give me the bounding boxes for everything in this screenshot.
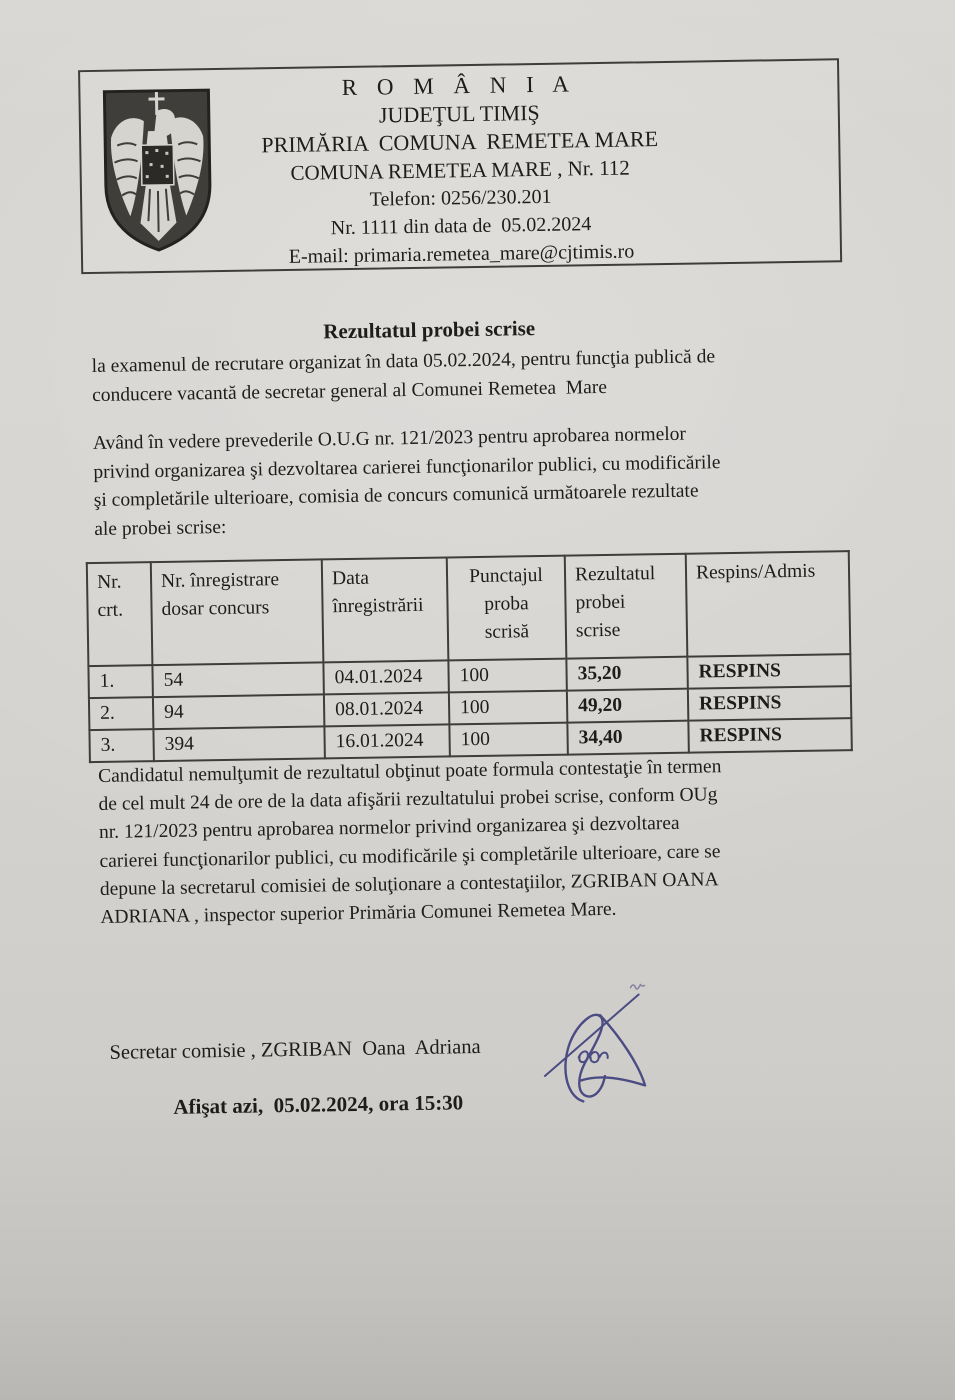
col-header-punctaj: Punctajul proba scrisă (447, 556, 567, 661)
letterhead-email: E-mail: primaria.remetea_mare@cjtimis.ro (288, 240, 635, 268)
cell-rezultat: 35,20 (566, 657, 687, 691)
cell-data: 16.01.2024 (324, 724, 449, 758)
cell-data: 04.01.2024 (323, 660, 448, 694)
letterhead-registration-number: Nr. 1111 din data de 05.02.2024 (330, 213, 592, 240)
cell-dosar: 94 (153, 694, 324, 729)
document-title: Rezultatul probei scrise (323, 316, 536, 344)
letterhead-text (80, 66, 840, 274)
paragraph-line: carierei funcţionarilor publici, cu modificările şi completările ulterioare, care se (99, 840, 721, 872)
paragraph-line: conducere vacantă de secretar general al Comunei Remetea Mare (91, 376, 608, 406)
cell-data: 08.01.2024 (324, 692, 449, 726)
cell-punctaj: 100 (448, 659, 566, 693)
cell-nr: 3. (89, 729, 153, 762)
col-header-rezultat: Rezultatul probei scrise (565, 554, 688, 659)
table-header-row (87, 551, 851, 666)
paragraph-line: şi completările ulterioare, comisia de concurs comunică următoarele rezultate (93, 480, 699, 512)
cell-nr: 1. (88, 665, 152, 698)
intro-paragraph (92, 341, 853, 410)
letterhead-box (78, 58, 842, 274)
secretary-signature-line: Secretar comisie , ZGRIBAN Oana Adriana (109, 1035, 481, 1064)
cell-status: RESPINS (687, 654, 850, 689)
col-header-nr-crt: Nr. crt. (87, 562, 153, 666)
paragraph-line: Având în vedere prevederile O.U.G nr. 121/2023 pentru aprobarea normelor (92, 423, 687, 455)
col-header-data: Data înregistrării (322, 557, 449, 662)
paragraph-line: privind organizarea şi dezvoltarea carierei funcţionarilor publici, cu modificările (93, 451, 721, 483)
posted-date-line: Afişat azi, 05.02.2024, ora 15:30 (173, 1090, 464, 1119)
paragraph-line: depune la secretarul comisiei de soluţionare a contestaţiilor, ZGRIBAN OANA (99, 868, 719, 900)
contestation-paragraph (98, 751, 861, 932)
cell-rezultat: 49,20 (567, 689, 688, 723)
col-header-respins-admis: Respins/Admis (686, 551, 851, 657)
letterhead-phone: Telefon: 0256/230.201 (369, 185, 552, 211)
cell-status: RESPINS (688, 718, 851, 753)
paragraph-line: Candidatul nemulţumit de rezultatul obţinut poate formula contestaţie în termen (97, 756, 722, 787)
cell-punctaj: 100 (449, 723, 567, 757)
paragraph-line: ale probei scrise: (94, 516, 227, 540)
letterhead-country: R O M Â N I A (341, 71, 577, 101)
cell-nr: 2. (89, 697, 153, 730)
cell-status: RESPINS (688, 686, 851, 721)
cell-dosar: 54 (152, 662, 323, 697)
paragraph-line: la examenul de recrutare organizat în data 05.02.2024, pentru funcţia publică de (91, 346, 716, 378)
col-header-nr-inregistrare: Nr. înregistrare dosar concurs (151, 559, 324, 665)
paragraph-line: de cel mult 24 de ore de la data afişării rezultatului probei scrise, conform OUg (98, 784, 718, 816)
paragraph-line: ADRIANA , inspector superior Primăria Comunei Remetea Mare. (100, 898, 617, 928)
paragraph-line: nr. 121/2023 pentru aprobarea normelor privind organizarea şi dezvoltarea (98, 813, 680, 844)
results-table (86, 550, 853, 763)
letterhead-county: JUDEŢUL TIMIŞ (378, 99, 540, 128)
letterhead-address: COMUNA REMETEA MARE , Nr. 112 (290, 155, 631, 185)
cell-punctaj: 100 (449, 691, 567, 725)
cell-rezultat: 34,40 (567, 721, 688, 755)
legal-basis-paragraph (93, 418, 855, 544)
cell-dosar: 394 (153, 726, 324, 761)
letterhead-institution: PRIMĂRIA COMUNA REMETEA MARE (261, 126, 659, 158)
handwritten-signature-icon (535, 978, 659, 1112)
